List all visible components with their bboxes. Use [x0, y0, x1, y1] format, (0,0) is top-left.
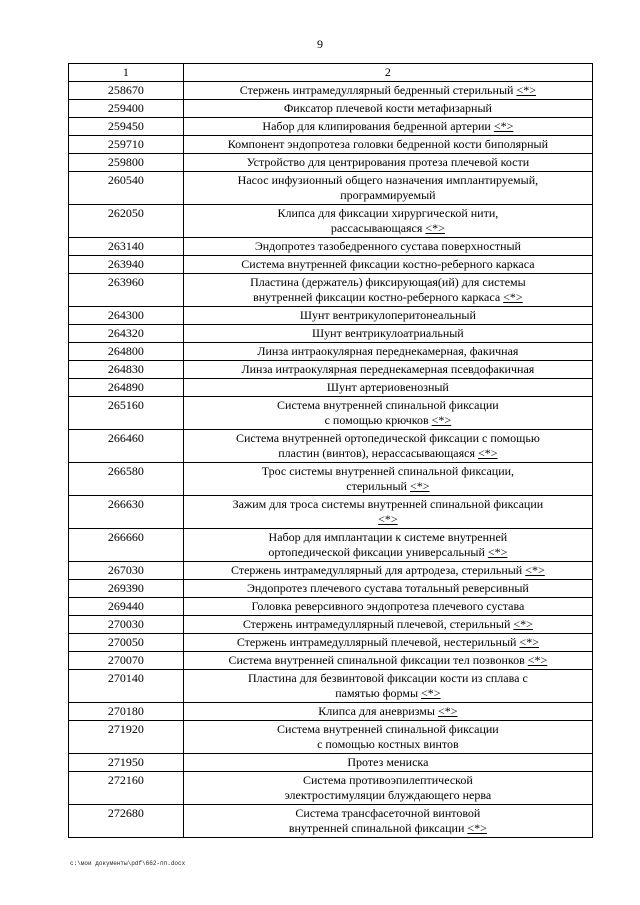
- footnote-reference-link[interactable]: <*>: [421, 686, 441, 700]
- row-name-line: Система трансфасеточной винтовой: [295, 806, 481, 820]
- table-row: [69, 136, 593, 154]
- row-name: [183, 274, 592, 307]
- row-code: 266630: [69, 496, 184, 529]
- row-code: 264830: [69, 361, 184, 379]
- row-name-line: Система внутренней спинальной фиксации: [277, 722, 499, 736]
- table-row: [69, 598, 593, 616]
- table-row: [69, 703, 593, 721]
- row-name-line: Линза интраокулярная переднекамерная, факичная: [257, 344, 519, 358]
- table-row: [69, 496, 593, 529]
- row-code: 270180: [69, 703, 184, 721]
- row-code: 263140: [69, 238, 184, 256]
- row-name-line: ортопедической фиксации универсальный: [268, 545, 485, 559]
- footnote-reference-link[interactable]: <*>: [378, 512, 398, 526]
- row-name-line: Шунт вентрикулоатриальный: [312, 326, 464, 340]
- row-name: [183, 379, 592, 397]
- row-name-line: Система противоэпилептической: [302, 773, 473, 787]
- row-name: [183, 397, 592, 430]
- row-name-line: Трос системы внутренней спинальной фиксации,: [261, 464, 515, 478]
- row-name-line: Стержень интрамедуллярный плечевой, стерильный: [242, 617, 511, 631]
- row-name: [183, 805, 592, 838]
- row-code: 270070: [69, 652, 184, 670]
- row-name-line: электростимуляции блуждающего нерва: [284, 788, 492, 802]
- row-name: [183, 634, 592, 652]
- row-name-line: Эндопротез плечевого сустава тотальный реверсивный: [246, 581, 529, 595]
- table-row: [69, 379, 593, 397]
- row-name-line: Система внутренней ортопедической фиксации с помощью: [235, 431, 540, 445]
- row-name-line: Линза интраокулярная переднекамерная псевдофакичная: [241, 362, 535, 376]
- row-name: [183, 652, 592, 670]
- row-name: [183, 118, 592, 136]
- table-row: [69, 754, 593, 772]
- row-name: [183, 361, 592, 379]
- footnote-reference-link[interactable]: <*>: [503, 290, 523, 304]
- row-code: 269390: [69, 580, 184, 598]
- page-number: 9: [317, 37, 323, 51]
- row-name-line: внутренней спинальной фиксации: [288, 821, 465, 835]
- table-row: [69, 430, 593, 463]
- footnote-reference-link[interactable]: <*>: [487, 545, 508, 559]
- row-name-line: Клипса для аневризмы: [318, 704, 435, 718]
- table-row: [69, 772, 593, 805]
- table-row: [69, 118, 593, 136]
- row-name-line: Пластина (держатель) фиксирующая(ий) для системы: [250, 275, 526, 289]
- row-name: [183, 754, 592, 772]
- table-row: [69, 670, 593, 703]
- row-name-line: Головка реверсивного эндопротеза плечевого сустава: [251, 599, 525, 613]
- row-name: [183, 343, 592, 361]
- row-name-line: Эндопротез тазобедренного сустава поверхностный: [254, 239, 521, 253]
- row-name: [183, 463, 592, 496]
- footnote-reference-link[interactable]: <*>: [519, 635, 539, 649]
- table-row: [69, 256, 593, 274]
- row-code: 264320: [69, 325, 184, 343]
- row-code: 266660: [69, 529, 184, 562]
- row-name: [183, 82, 592, 100]
- table-row: [69, 343, 593, 361]
- row-name: [183, 598, 592, 616]
- table-row: [69, 634, 593, 652]
- table-row: [69, 238, 593, 256]
- row-name: [183, 100, 592, 118]
- row-name: [183, 205, 592, 238]
- row-name-line: Стержень интрамедуллярный бедренный стерильный: [239, 83, 514, 97]
- row-code: 264890: [69, 379, 184, 397]
- row-name-line: Система внутренней фиксации костно-реберного каркаса: [241, 257, 535, 271]
- footnote-reference-link[interactable]: <*>: [409, 479, 430, 493]
- row-name: [183, 580, 592, 598]
- row-name: [183, 136, 592, 154]
- row-name: [183, 172, 592, 205]
- row-name-line: Устройство для центрирования протеза плечевой кости: [246, 155, 530, 169]
- table-row: [69, 82, 593, 100]
- row-name: [183, 256, 592, 274]
- table-row: [69, 652, 593, 670]
- row-name-line: Фиксатор плечевой кости метафизарный: [283, 101, 492, 115]
- row-name-line: рассасывающаяся: [330, 221, 423, 235]
- row-code: 259800: [69, 154, 184, 172]
- row-code: 270140: [69, 670, 184, 703]
- column-header-name: 2: [183, 64, 592, 82]
- row-name: [183, 430, 592, 463]
- table-row: [69, 721, 593, 754]
- row-code: 272680: [69, 805, 184, 838]
- document-path: c:\мои документы\pdf\662-пп.docx: [70, 860, 186, 867]
- row-code: 269440: [69, 598, 184, 616]
- row-name-line: Клипса для фиксации хирургической нити,: [277, 206, 499, 220]
- row-code: 263940: [69, 256, 184, 274]
- footnote-reference-link[interactable]: <*>: [527, 653, 548, 667]
- row-code: 265160: [69, 397, 184, 430]
- footnote-reference-link[interactable]: <*>: [437, 704, 458, 718]
- table-row: [69, 361, 593, 379]
- row-code: 270030: [69, 616, 184, 634]
- table-row: [69, 274, 593, 307]
- table-header-row: [69, 64, 593, 82]
- table-row: [69, 529, 593, 562]
- row-code: 258670: [69, 82, 184, 100]
- row-code: 263960: [69, 274, 184, 307]
- footnote-reference-link[interactable]: <*>: [477, 446, 498, 460]
- footnote-reference-link[interactable]: <*>: [467, 821, 487, 835]
- footnote-reference-link[interactable]: <*>: [513, 617, 533, 631]
- row-name-line: Набор для клипирования бедренной артерии: [262, 119, 491, 133]
- row-name-line: Шунт вентрикулоперитонеальный: [299, 308, 476, 322]
- row-code: 271950: [69, 754, 184, 772]
- column-header-code: 1: [69, 64, 184, 82]
- footnote-reference-link[interactable]: <*>: [516, 83, 536, 97]
- table-row: [69, 307, 593, 325]
- row-name-line: с помощью костных винтов: [317, 737, 459, 751]
- row-name: [183, 562, 592, 580]
- row-name: [183, 154, 592, 172]
- table-row: [69, 100, 593, 118]
- table-row: [69, 325, 593, 343]
- row-name-line: Система внутренней спинальной фиксации: [277, 398, 499, 412]
- row-name-line: Стержень интрамедуллярный плечевой, нестерильный: [236, 635, 517, 649]
- row-name-line: Зажим для троса системы внутренней спинальной фиксации: [232, 497, 544, 511]
- row-name: [183, 670, 592, 703]
- row-code: 259450: [69, 118, 184, 136]
- row-name-line: Набор для имплантации к системе внутренней: [268, 530, 508, 544]
- row-name-line: памятью формы: [335, 686, 419, 700]
- row-name: [183, 703, 592, 721]
- row-name-line: Шунт артериовенозный: [326, 380, 449, 394]
- row-name-line: Система внутренней спинальной фиксации тел позвонков: [228, 653, 525, 667]
- row-name-line: Компонент эндопротеза головки бедренной кости биполярный: [227, 137, 548, 151]
- table-row: [69, 805, 593, 838]
- row-name-line: Протез мениска: [347, 755, 429, 769]
- footnote-reference-link[interactable]: <*>: [425, 221, 445, 235]
- row-name: [183, 325, 592, 343]
- row-code: 266460: [69, 430, 184, 463]
- table-row: [69, 616, 593, 634]
- row-code: 259710: [69, 136, 184, 154]
- row-code: 271920: [69, 721, 184, 754]
- row-name-line: Стержень интрамедуллярный для артродеза, стерильный: [231, 563, 523, 577]
- row-code: 260540: [69, 172, 184, 205]
- row-name-line: Пластина для безвинтовой фиксации кости из сплава с: [247, 671, 528, 685]
- table-row: [69, 172, 593, 205]
- footnote-reference-link[interactable]: <*>: [493, 119, 514, 133]
- row-name: [183, 721, 592, 754]
- table-row: [69, 580, 593, 598]
- row-code: 264800: [69, 343, 184, 361]
- row-name: [183, 238, 592, 256]
- row-name-line: пластин (винтов), нерассасывающаяся: [278, 446, 475, 460]
- row-name-line: программируемый: [340, 188, 436, 202]
- table-row: [69, 562, 593, 580]
- row-name: [183, 307, 592, 325]
- row-code: 266580: [69, 463, 184, 496]
- footnote-reference-link[interactable]: <*>: [431, 413, 452, 427]
- footnote-reference-link[interactable]: <*>: [525, 563, 545, 577]
- row-name: [183, 616, 592, 634]
- row-name-line: Насос инфузионный общего назначения имплантируемый,: [237, 173, 539, 187]
- row-code: 264300: [69, 307, 184, 325]
- row-code: 272160: [69, 772, 184, 805]
- row-code: 262050: [69, 205, 184, 238]
- device-table: [68, 63, 593, 838]
- row-code: 267030: [69, 562, 184, 580]
- row-name-line: с помощью крючков: [324, 413, 429, 427]
- row-name-line: внутренней фиксации костно-реберного каркаса: [253, 290, 501, 304]
- row-name: [183, 772, 592, 805]
- table-row: [69, 463, 593, 496]
- table-row: [69, 205, 593, 238]
- row-code: 270050: [69, 634, 184, 652]
- table-row: [69, 397, 593, 430]
- row-code: 259400: [69, 100, 184, 118]
- table-row: [69, 154, 593, 172]
- row-name-line: стерильный: [346, 479, 407, 493]
- row-name: [183, 529, 592, 562]
- row-name: [183, 496, 592, 529]
